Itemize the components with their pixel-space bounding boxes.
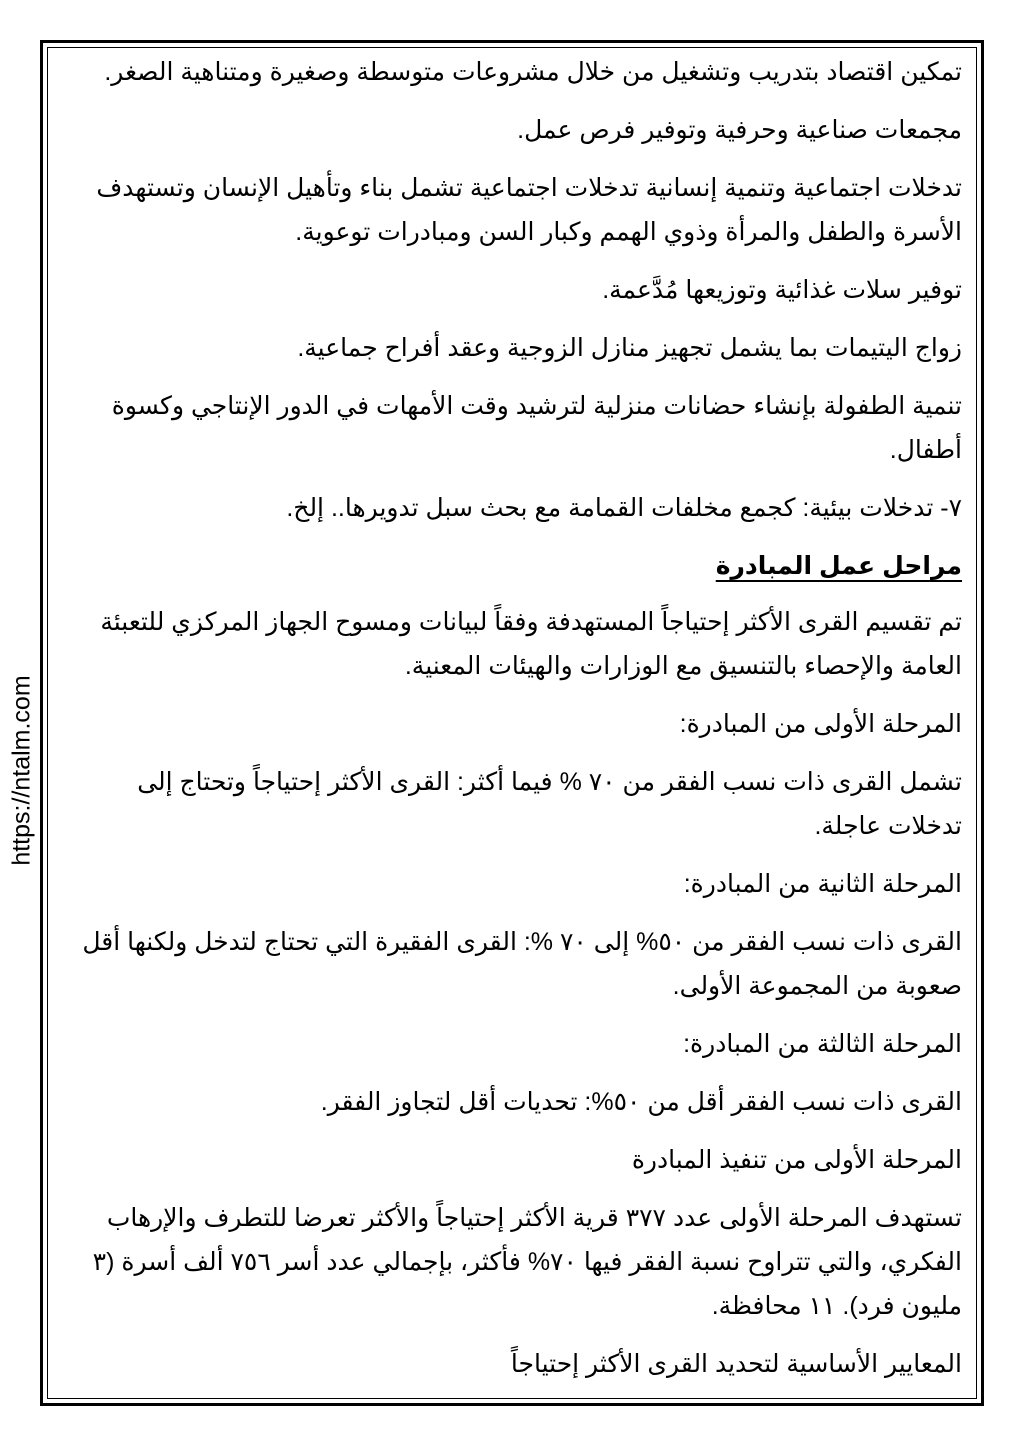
phase-heading: المرحلة الثانية من المبادرة: (683, 870, 962, 898)
paragraph: تمكين اقتصاد بتدريب وتشغيل من خلال مشروعات متوسطة وصغيرة ومتناهية الصغر. (104, 58, 962, 86)
watermark-url-text: https://ntalm.com (7, 674, 36, 866)
paragraph: توفير سلات غذائية وتوزيعها مُدَّعمة. (602, 276, 962, 304)
phase-heading: المرحلة الثالثة من المبادرة: (683, 1030, 962, 1058)
paragraph: القرى ذات نسب الفقر من ٥٠% إلى ٧٠ %: القرى الفقيرة التي تحتاج لتدخل ولكنها أقل صعوبة من المجموعة الأولى. (82, 928, 962, 1000)
document-body (62, 50, 962, 1400)
paragraph: زواج اليتيمات بما يشمل تجهيز منازل الزوجية وعقد أفراح جماعية. (297, 334, 962, 362)
paragraph: تستهدف المرحلة الأولى عدد ٣٧٧ قرية الأكثر إحتياجاً والأكثر تعرضا للتطرف والإرهاب الفكري، والتي تتراوح نسبة الفقر فيها ٧٠% فأكثر، بإجمالي عدد أسر ٧٥٦ ألف أسرة (٣ مليون فرد). ١١ محافظة. (92, 1204, 962, 1320)
paragraph: تشمل القرى ذات نسب الفقر من ٧٠ % فيما أكثر: القرى الأكثر إحتياجاً وتحتاج إلى تدخلات عاجلة. (137, 768, 962, 840)
paragraph: تم تقسيم القرى الأكثر إحتياجاً المستهدفة وفقاً لبيانات ومسوح الجهاز المركزي للتعبئة العامة والإحصاء بالتنسيق مع الوزارات والهيئات المعنية. (100, 608, 962, 680)
paragraph: مجمعات صناعية وحرفية وتوفير فرص عمل. (517, 116, 962, 144)
paragraph: المعايير الأساسية لتحديد القرى الأكثر إحتياجاً (510, 1350, 962, 1378)
paragraph: القرى ذات نسب الفقر أقل من ٥٠%: تحديات أقل لتجاوز الفقر. (320, 1088, 962, 1116)
paragraph: تنمية الطفولة بإنشاء حضانات منزلية لترشيد وقت الأمهات في الدور الإنتاجي وكسوة أطفال. (111, 392, 962, 464)
paragraph: ٧- تدخلات بيئية: كجمع مخلفات القمامة مع بحث سبل تدويرها.. إلخ. (286, 494, 962, 522)
phase-heading: المرحلة الأولى من تنفيذ المبادرة (631, 1146, 962, 1174)
watermark-url (8, 640, 36, 900)
phase-heading: المرحلة الأولى من المبادرة: (679, 710, 962, 738)
paragraph: تدخلات اجتماعية وتنمية إنسانية تدخلات اجتماعية تشمل بناء وتأهيل الإنسان وتستهدف الأسرة والطفل والمرأة وذوي الهمم وكبار السن ومبادرات توعوية. (96, 174, 962, 246)
section-heading: مراحل عمل المبادرة (715, 552, 962, 580)
